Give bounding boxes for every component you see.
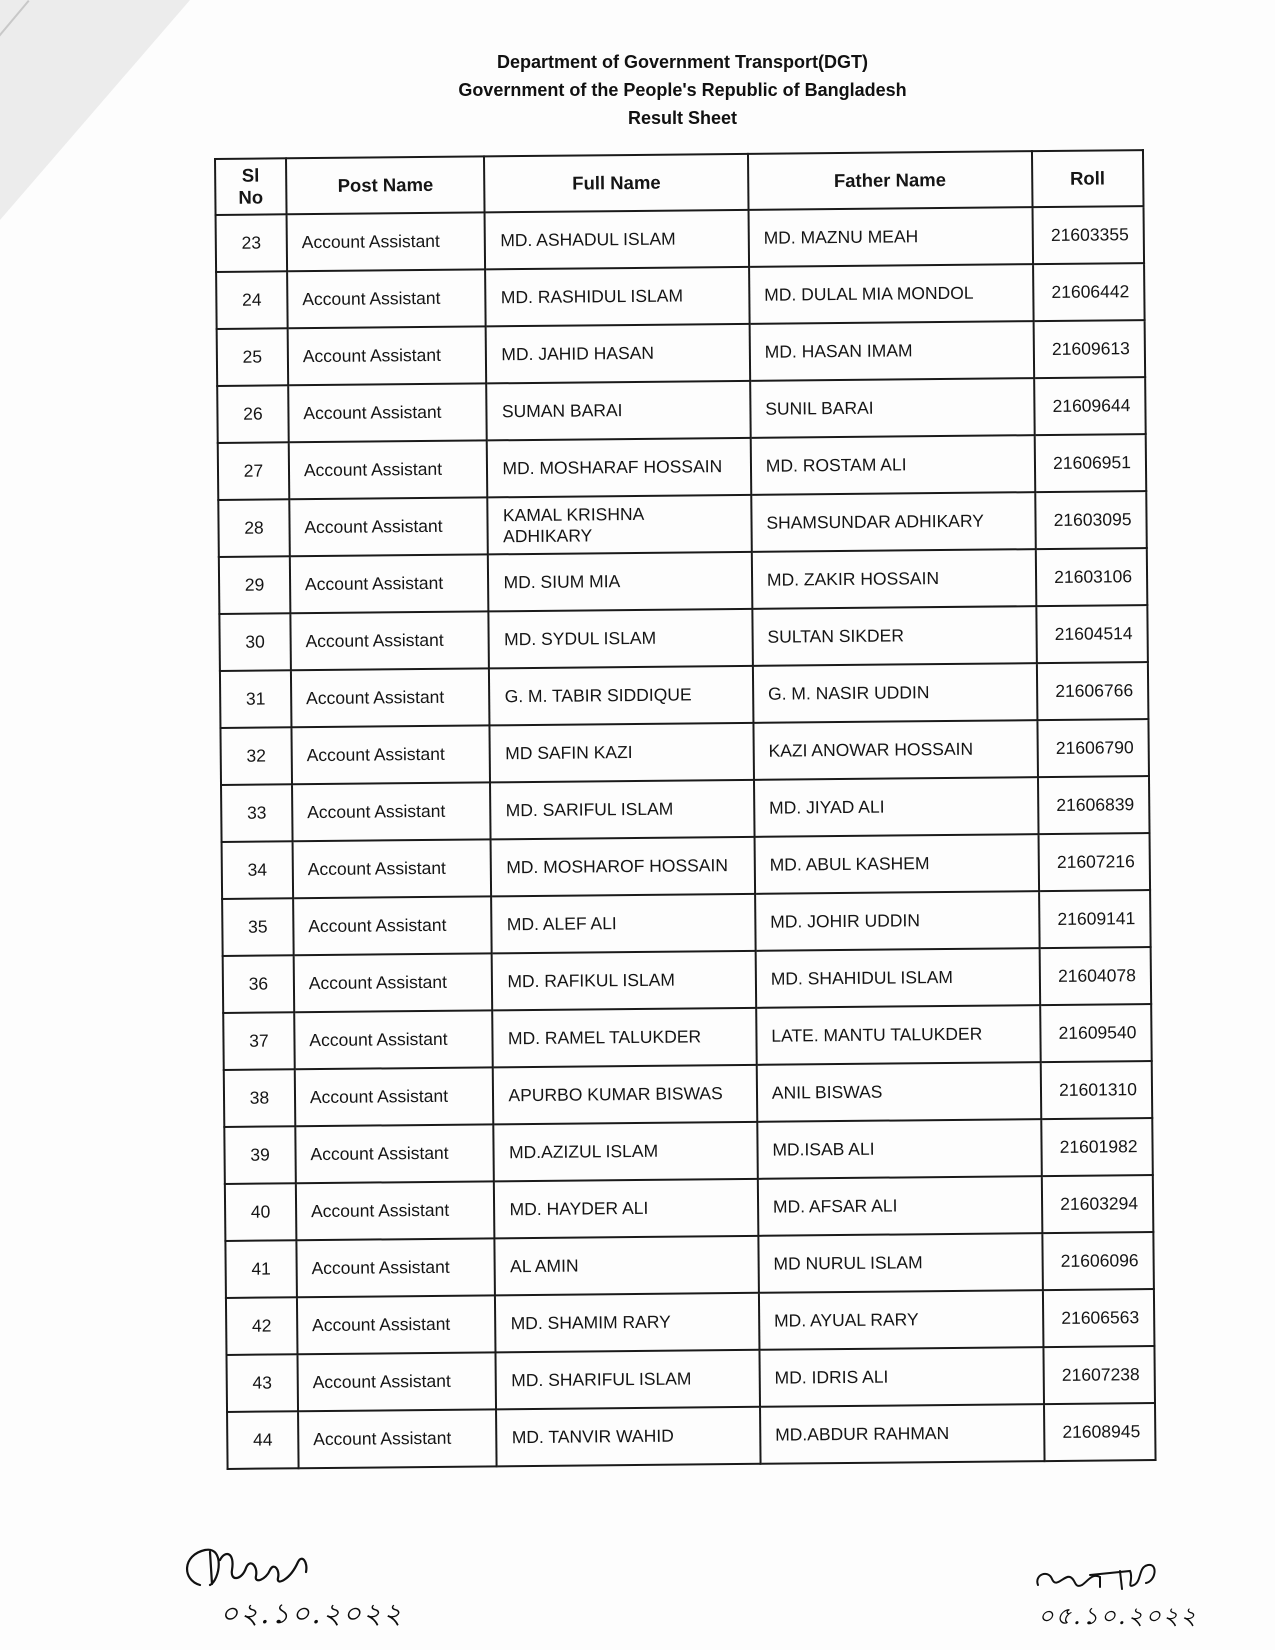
cell-full-name: APURBO KUMAR BISWAS [493, 1065, 757, 1125]
cell-sl-no: 31 [220, 670, 291, 728]
cell-roll: 21609540 [1040, 1004, 1152, 1062]
cell-roll: 21606442 [1033, 263, 1145, 321]
cell-roll: 21604514 [1036, 605, 1148, 663]
cell-full-name: SUMAN BARAI [487, 381, 751, 441]
table-row [219, 605, 1148, 671]
table-row [226, 1346, 1155, 1412]
cell-sl-no: 26 [217, 385, 288, 443]
table-row [224, 1118, 1153, 1184]
cell-sl-no: 33 [221, 784, 292, 842]
table-row [223, 1004, 1152, 1070]
cell-post-name: Account Assistant [294, 953, 493, 1012]
cell-full-name: MD SAFIN KAZI [490, 723, 754, 783]
column-header-sl-no: Sl No [215, 158, 286, 215]
table-header-row [215, 150, 1143, 215]
cell-roll: 21608945 [1044, 1403, 1156, 1461]
cell-roll: 21606790 [1037, 719, 1149, 777]
cell-roll: 21609141 [1039, 890, 1151, 948]
cell-sl-no: 44 [227, 1411, 298, 1469]
cell-sl-no: 43 [226, 1354, 297, 1412]
cell-full-name: MD. SYDUL ISLAM [489, 609, 753, 669]
column-header-full-name: Full Name [484, 154, 748, 213]
cell-post-name: Account Assistant [286, 212, 485, 271]
cell-father-name: MD. ROSTAM ALI [751, 435, 1035, 495]
cell-roll: 21601982 [1041, 1118, 1153, 1176]
cell-post-name: Account Assistant [291, 668, 490, 727]
cell-full-name: MD. TANVIR WAHID [496, 1407, 760, 1467]
cell-father-name: MD NURUL ISLAM [758, 1233, 1042, 1293]
cell-father-name: SUNIL BARAI [750, 378, 1034, 438]
cell-post-name: Account Assistant [290, 611, 489, 670]
cell-full-name: G. M. TABIR SIDDIQUE [489, 666, 753, 726]
cell-full-name: AL AMIN [495, 1236, 759, 1296]
cell-post-name: Account Assistant [289, 497, 488, 556]
cell-father-name: MD.ISAB ALI [757, 1119, 1041, 1179]
cell-sl-no: 39 [224, 1126, 295, 1184]
cell-father-name: ANIL BISWAS [757, 1062, 1041, 1122]
header-government: Government of the People's Republic of Bangladesh [458, 80, 907, 100]
cell-post-name: Account Assistant [296, 1238, 495, 1297]
cell-post-name: Account Assistant [297, 1352, 496, 1411]
cell-roll: 21606563 [1042, 1289, 1154, 1347]
cell-full-name: MD.AZIZUL ISLAM [494, 1122, 758, 1182]
cell-post-name: Account Assistant [292, 782, 491, 841]
cell-father-name: MD.ABDUR RAHMAN [760, 1404, 1044, 1464]
cell-post-name: Account Assistant [291, 725, 490, 784]
cell-roll: 21604078 [1039, 947, 1151, 1005]
cell-roll: 21603355 [1032, 206, 1144, 264]
table-row [217, 377, 1146, 443]
table-row [217, 320, 1146, 386]
cell-post-name: Account Assistant [290, 554, 489, 613]
cell-sl-no: 29 [219, 556, 290, 614]
signature-right [1030, 1555, 1198, 1638]
cell-father-name: SHAMSUNDAR ADHIKARY [751, 492, 1035, 552]
cell-father-name: MD. AFSAR ALI [758, 1176, 1042, 1236]
cell-sl-no: 37 [223, 1012, 294, 1070]
cell-full-name: MD. MOSHAROF HOSSAIN [491, 837, 755, 897]
cell-sl-no: 24 [216, 271, 287, 329]
cell-roll: 21606951 [1034, 434, 1146, 492]
cell-roll: 21603294 [1041, 1175, 1153, 1233]
table-row [216, 263, 1145, 329]
table-row [222, 890, 1151, 956]
cell-father-name: MD. SHAHIDUL ISLAM [755, 948, 1039, 1008]
cell-sl-no: 32 [220, 727, 291, 785]
table-row [224, 1061, 1153, 1127]
cell-roll: 21609613 [1033, 320, 1145, 378]
cell-sl-no: 35 [222, 898, 293, 956]
cell-full-name: KAMAL KRISHNA ADHIKARY [488, 495, 752, 555]
cell-father-name: MD. AYUAL RARY [759, 1290, 1043, 1350]
table-row [222, 833, 1151, 899]
header-title: Result Sheet [627, 108, 738, 128]
cell-sl-no: 27 [218, 442, 289, 500]
table-row [227, 1403, 1156, 1469]
document-header [0, 48, 1275, 132]
cell-roll: 21606096 [1042, 1232, 1154, 1290]
cell-roll: 21606839 [1037, 776, 1149, 834]
table-row [221, 776, 1150, 842]
cell-post-name: Account Assistant [292, 839, 491, 898]
cell-father-name: MD. MAZNU MEAH [748, 207, 1032, 267]
cell-full-name: MD. SIUM MIA [488, 552, 752, 612]
cell-roll: 21607216 [1038, 833, 1150, 891]
signature-left-date: ০২.১০.২০২২ [220, 1597, 404, 1630]
table-row [223, 947, 1152, 1013]
cell-sl-no: 30 [219, 613, 290, 671]
result-table [214, 149, 1157, 1470]
cell-roll: 21609644 [1034, 377, 1146, 435]
cell-full-name: MD. SHARIFUL ISLAM [496, 1350, 760, 1410]
signature-right-date: ০৫.১০.২০২২ [1038, 1602, 1199, 1630]
cell-sl-no: 25 [217, 328, 288, 386]
cell-sl-no: 23 [216, 214, 287, 272]
table-row [219, 548, 1148, 614]
cell-post-name: Account Assistant [288, 326, 487, 385]
cell-sl-no: 40 [225, 1183, 296, 1241]
cell-full-name: MD. MOSHARAF HOSSAIN [487, 438, 751, 498]
cell-roll: 21601310 [1040, 1061, 1152, 1119]
cell-full-name: MD. SARIFUL ISLAM [490, 780, 754, 840]
cell-post-name: Account Assistant [287, 269, 486, 328]
signature-left [180, 1540, 403, 1639]
cell-father-name: G. M. NASIR UDDIN [753, 663, 1037, 723]
cell-roll: 21603095 [1035, 491, 1147, 549]
cell-post-name: Account Assistant [296, 1181, 495, 1240]
cell-father-name: MD. ABUL KASHEM [754, 834, 1038, 894]
column-header-father-name: Father Name [748, 151, 1032, 210]
cell-post-name: Account Assistant [297, 1295, 496, 1354]
cell-post-name: Account Assistant [295, 1124, 494, 1183]
handwritten-signature-left [180, 1540, 320, 1600]
cell-father-name: SULTAN SIKDER [752, 606, 1036, 666]
cell-father-name: LATE. MANTU TALUKDER [756, 1005, 1040, 1065]
cell-full-name: MD. RASHIDUL ISLAM [486, 267, 750, 327]
cell-post-name: Account Assistant [289, 440, 488, 499]
cell-father-name: MD. JOHIR UDDIN [755, 891, 1039, 951]
cell-father-name: KAZI ANOWAR HOSSAIN [753, 720, 1037, 780]
table-row [218, 434, 1147, 500]
cell-father-name: MD. JIYAD ALI [754, 777, 1038, 837]
cell-sl-no: 41 [225, 1240, 296, 1298]
cell-full-name: MD. ASHADUL ISLAM [485, 210, 749, 270]
cell-full-name: MD. HAYDER ALI [494, 1179, 758, 1239]
cell-post-name: Account Assistant [295, 1067, 494, 1126]
table-row [218, 491, 1147, 557]
cell-roll: 21603106 [1035, 548, 1147, 606]
handwritten-signature-right [1030, 1555, 1170, 1600]
header-department: Department of Government Transport(DGT) [496, 52, 869, 72]
table-row [216, 206, 1145, 272]
cell-sl-no: 42 [226, 1297, 297, 1355]
cell-sl-no: 28 [218, 499, 289, 557]
column-header-post-name: Post Name [286, 156, 485, 214]
table-body [216, 206, 1156, 1469]
table-row [225, 1232, 1154, 1298]
table-row [220, 719, 1149, 785]
table-row [220, 662, 1149, 728]
cell-full-name: MD. SHAMIM RARY [495, 1293, 759, 1353]
cell-post-name: Account Assistant [288, 383, 487, 442]
table-row [225, 1175, 1154, 1241]
cell-father-name: MD. ZAKIR HOSSAIN [752, 549, 1036, 609]
cell-father-name: MD. HASAN IMAM [749, 321, 1033, 381]
cell-post-name: Account Assistant [294, 1010, 493, 1069]
column-header-roll: Roll [1031, 150, 1143, 207]
cell-full-name: MD. ALEF ALI [492, 894, 756, 954]
cell-full-name: MD. RAFIKUL ISLAM [492, 951, 756, 1011]
cell-roll: 21606766 [1036, 662, 1148, 720]
cell-sl-no: 38 [224, 1069, 295, 1127]
cell-roll: 21607238 [1043, 1346, 1155, 1404]
cell-father-name: MD. IDRIS ALI [759, 1347, 1043, 1407]
cell-post-name: Account Assistant [298, 1409, 497, 1468]
cell-sl-no: 36 [223, 955, 294, 1013]
cell-post-name: Account Assistant [293, 896, 492, 955]
cell-full-name: MD. JAHID HASAN [486, 324, 750, 384]
cell-full-name: MD. RAMEL TALUKDER [493, 1008, 757, 1068]
table-row [226, 1289, 1155, 1355]
cell-father-name: MD. DULAL MIA MONDOL [749, 264, 1033, 324]
cell-sl-no: 34 [222, 841, 293, 899]
